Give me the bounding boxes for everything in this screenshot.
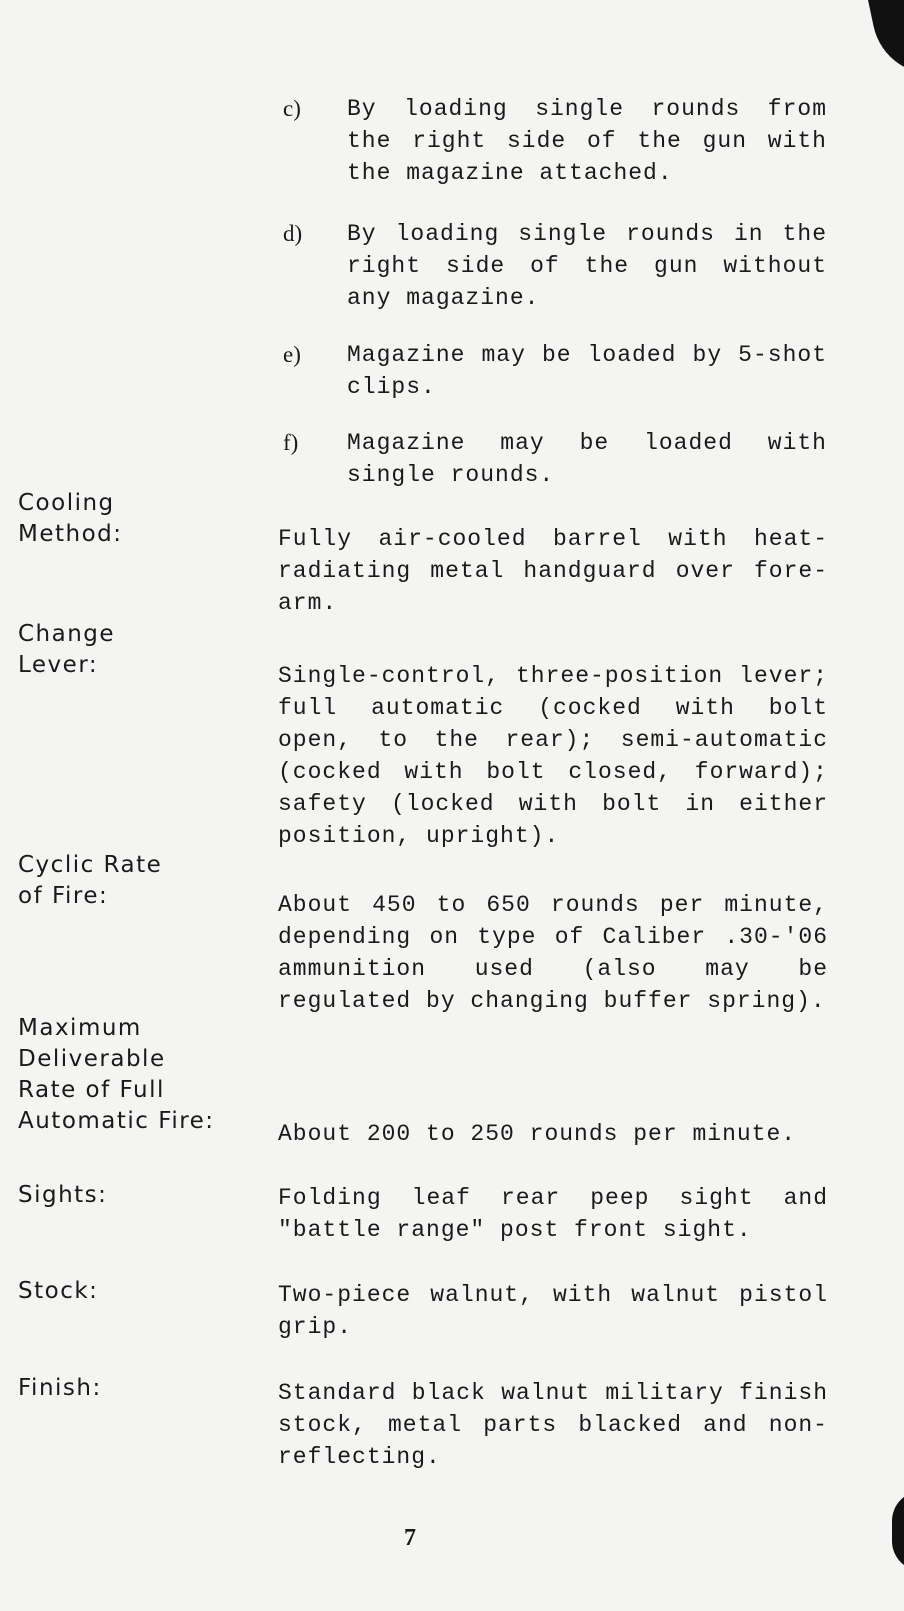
list-item-letter: e) — [283, 342, 301, 367]
list-item-text: By loading single rounds in the right side of the gun without any magazine. — [347, 221, 827, 311]
spec-desc-cooling-method: Fully air-cooled barrel with heat-radiating metal handguard over fore-arm. — [278, 526, 828, 616]
spec-label-finish: Finish: — [18, 1375, 102, 1401]
list-item — [283, 93, 843, 189]
list-item-text: Magazine may be loaded with single rounds. — [347, 430, 827, 488]
spec-desc-stock: Two-piece walnut, with walnut pistol grip. — [278, 1282, 828, 1340]
spec-label-stock: Stock: — [18, 1278, 99, 1304]
list-item-text: By loading single rounds from the right side of the gun with the magazine attached. — [347, 96, 827, 186]
spec-desc-finish: Standard black walnut military finish stock, metal parts blacked and non-reflecting. — [278, 1380, 828, 1470]
list-item-letter: d) — [283, 221, 303, 246]
spec-label-sights: Sights: — [18, 1182, 108, 1208]
spec-label-change-lever: Change Lever: — [18, 621, 116, 678]
spec-desc-max-deliverable-rate: About 200 to 250 rounds per minute. — [278, 1121, 797, 1147]
list-item-letter: f) — [283, 430, 299, 455]
list-item-letter: c) — [283, 96, 301, 121]
page-corner-shadow — [863, 0, 904, 85]
spec-label-cyclic-rate: Cyclic Rate of Fire: — [18, 852, 163, 909]
page-number: 7 — [404, 1525, 416, 1551]
list-item — [283, 427, 843, 491]
list-item — [283, 339, 843, 403]
spec-label-max-deliverable-rate: Maximum Deliverable Rate of Full Automatic Fire: — [18, 1015, 215, 1134]
page-edge-shadow — [892, 1491, 904, 1571]
list-item-text: Magazine may be loaded by 5-shot clips. — [347, 342, 827, 400]
spec-desc-sights: Folding leaf rear peep sight and "battle range" post front sight. — [278, 1185, 828, 1243]
spec-label-cooling-method: Cooling Method: — [18, 490, 123, 547]
list-item — [283, 218, 843, 314]
spec-desc-change-lever: Single-control, three-position lever; full automatic (cocked with bolt open, to the rear); semi-automatic (cocked with bolt closed, forward); safety (locked with bolt in either position, upright). — [278, 663, 828, 849]
spec-desc-cyclic-rate: About 450 to 650 rounds per minute, depending on type of Caliber .30-'06 ammunition used (also may be regulated by changing buffer spring). — [278, 892, 828, 1014]
